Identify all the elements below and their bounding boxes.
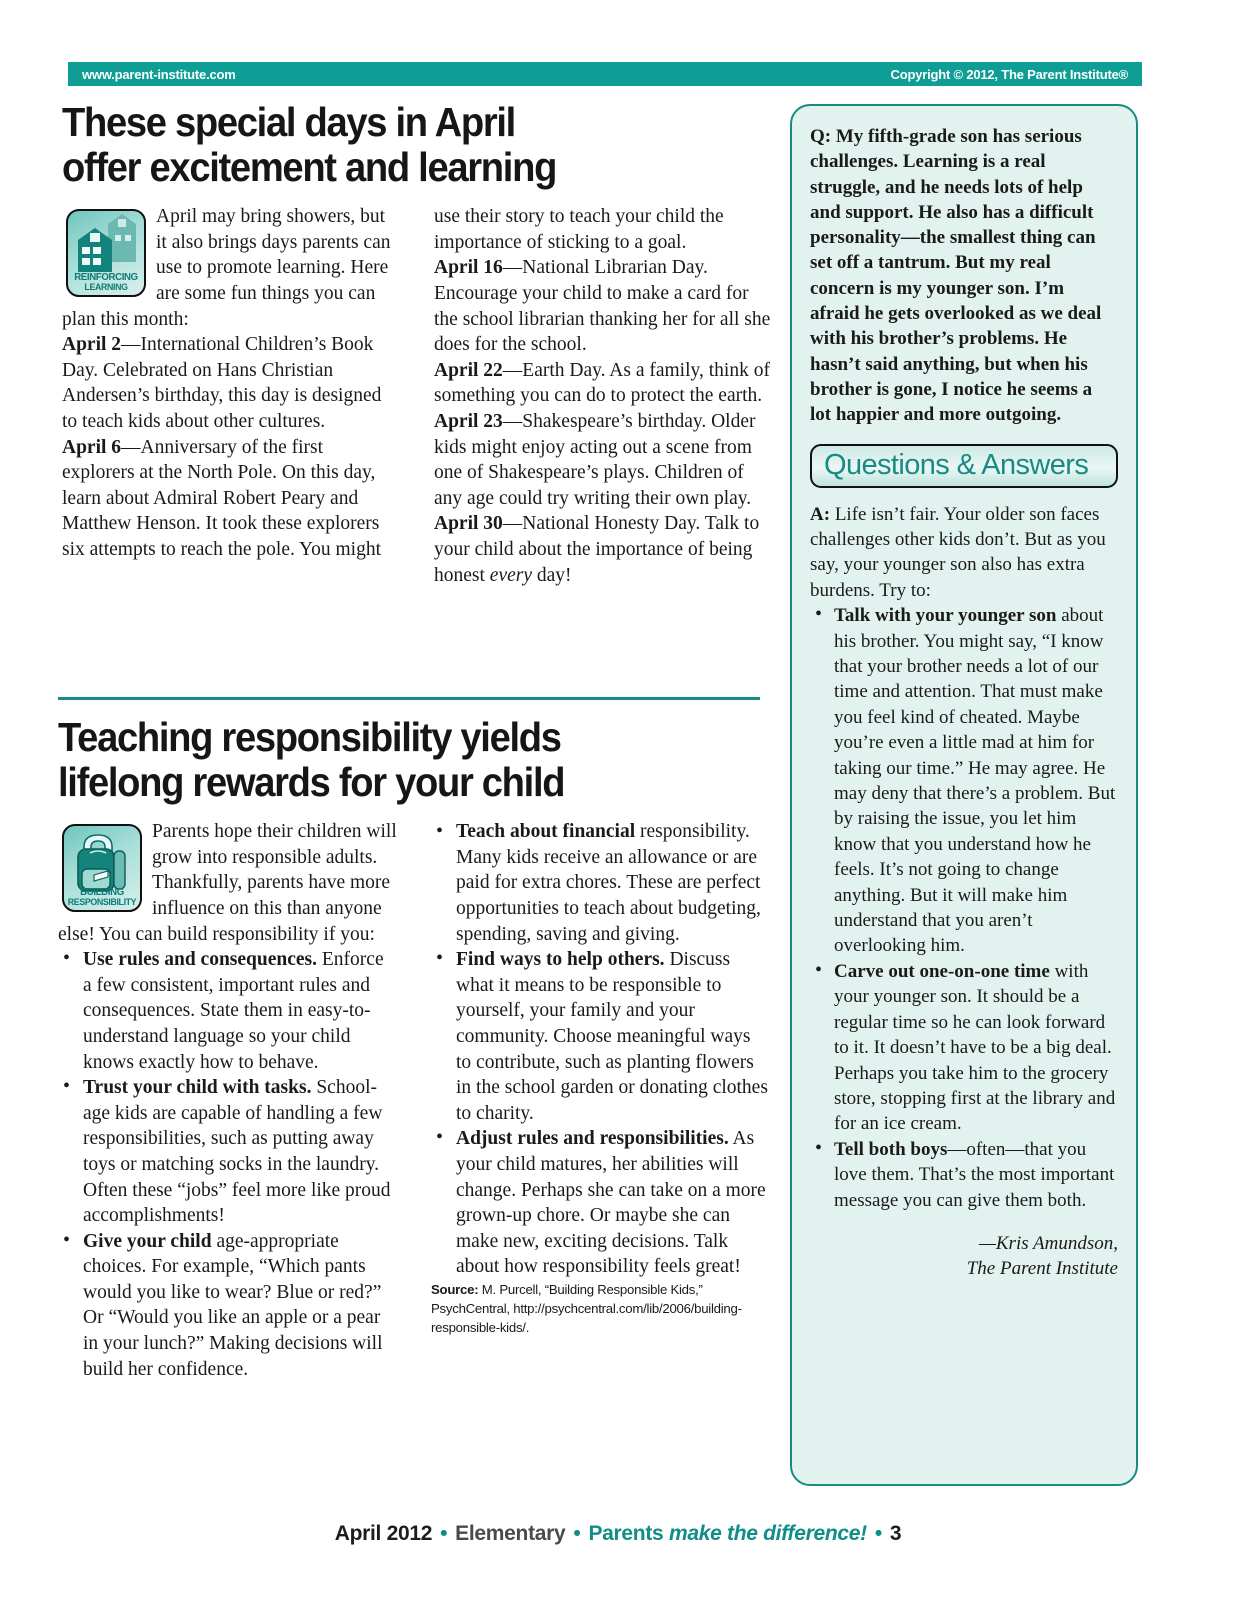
article-two-headline [58,715,720,805]
badge-label-line-1: BUILDING [80,886,124,899]
article-one-entry-3 [434,358,772,409]
list-item [431,819,770,947]
qa-banner-title: Questions & Answers [824,449,1089,482]
entry-date: April 6 [62,436,122,458]
signature-name: —Kris Amundson, [978,1232,1118,1254]
entry-text: —International Children’s Book Day. Celebrated on Hans Christian Andersen’s birthday, this day is designed to teach kids about other cultures. [62,334,382,432]
list-item [58,1229,397,1383]
list-item [431,947,770,1126]
headline-line-2: offer excitement and learning [62,144,557,191]
sidebar-signature [810,1231,1118,1281]
bullet-text: with your younger son. It should be a regular time so he can look forward to it. It doesn’t have to be a big deal. Perhaps you take him to the grocery store, stopping first at the library and for an ice cream. [834,960,1116,1135]
badge-label-line-1: REINFORCING [74,271,138,284]
entry-text-after: day! [532,564,572,586]
question-label: Q: [810,126,832,147]
answer-text: Life isn’t fair. Your older son faces challenges other kids don’t. But as you say, your younger son also has extra burdens. Try to: [810,503,1106,601]
article-one [62,100,772,588]
source-text[interactable]: M. Purcell, “Building Responsible Kids,” PsychCentral, http://psychcentral.com/lib/2006/building-responsible-kids/. [431,1281,742,1335]
answer-label: A: [810,503,831,525]
questions-answers-sidebar [790,104,1138,1486]
entry-date: April 2 [62,334,122,356]
bullet-text: Discuss what it means to be responsible to yourself, your family and your community. Choose meaningful ways to contribute, such as planting flowers in the school garden or donating clothes to charity. [456,949,768,1124]
bullet-text: about his brother. You might say, “I know that your brother needs a lot of our time and attention. That must make you feel kind of cheated. Maybe you’re even a little mad at him for taking our time.” He may agree. He may deny that there’s a problem. But by raising the issue, you let him know that you understand how he feels. It’s not going to change anything. But it will make him understand that you aren’t overlooking him. [834,605,1116,957]
badge-label-line-2: LEARNING [84,281,128,293]
entry-date: April 22 [434,359,503,381]
entry-text: —National Honesty Day. Talk to your child about the importance of being honest [434,513,760,586]
bullet-text: Enforce a few consistent, important rules and consequences. State them in easy-to-understand language so your child knows exactly how to behave. [83,949,384,1073]
bullet-lead: Adjust rules and responsibilities. [456,1128,729,1150]
entry-date: April 16 [434,257,503,279]
bullet-lead: Carve out one-on-one time [834,960,1050,982]
bullet-text: As your child matures, her abilities will change. Perhaps she can take on a more grown-up chore. Or maybe she can make new, exciting decisions. Talk about how responsibility feels great! [456,1128,766,1278]
footer-separator: • [573,1522,581,1545]
entry-text: —National Librarian Day. Encourage your child to make a card for the school librarian thanking her for all she does for the school. [434,257,771,356]
article-one-entry-0 [62,332,400,434]
bullet-lead: Use rules and consequences. [83,949,318,971]
section-divider [58,697,760,700]
header-bar [68,62,1142,86]
reinforcing-learning-badge [66,209,146,297]
list-item [810,603,1118,959]
bullet-lead: Tell both boys [834,1138,948,1160]
article-one-entry-4 [434,409,772,511]
badge-label [71,272,141,293]
footer-separator: • [440,1522,448,1545]
building-responsibility-badge [62,824,142,912]
header-website[interactable]: www.parent-institute.com [82,66,236,82]
headline-line-1: Teaching responsibility yields [58,714,561,760]
footer-separator: • [874,1522,882,1545]
headline-line-1: These special days in April [62,99,515,145]
tagline-bold: Parents [588,1522,664,1545]
article-one-headline [62,100,722,190]
article-two-intro: Parents hope their children will grow into responsible adults. Thankfully, parents have more influence on this than anyone else! You can build responsibility if you: [58,821,397,945]
bullet-lead: Talk with your younger son [834,605,1057,627]
entry-text: —Shakespeare’s birthday. Older kids might enjoy acting out a scene from one of Shakespeare’s plays. Children of any age could try writing their own play. [434,410,756,509]
badge-label [67,887,137,908]
sidebar-bullet-list [810,603,1118,1213]
qa-banner [810,444,1118,488]
article-one-body [62,204,772,588]
bullet-lead: Teach about financial [456,821,636,843]
entry-emphasis: every [489,564,533,586]
article-one-entry-2 [434,255,772,357]
article-two-source [431,1280,770,1337]
bullet-text: School-age kids are capable of handling a few responsibilities, such as putting away toys or matching socks in the laundry. Often these “jobs” feel more like proud accomplishments! [83,1077,391,1227]
tagline-italic: make the difference! [663,1522,867,1545]
bullet-lead: Trust your child with tasks. [83,1077,312,1099]
headline-line-2: lifelong rewards for your child [58,759,565,806]
article-two [58,715,770,1382]
bullet-text: —often—that you love them. That’s the most important message you can give them both. [834,1138,1115,1211]
sidebar-question [810,124,1118,428]
bullet-text: age-appropriate choices. For example, “Which pants would you like to wear? Blue or red?” Or “Would you like an apple or a pear in your lunch?” Making decisions will build her confidence. [83,1230,383,1380]
list-item [810,1137,1118,1213]
footer-level: Elementary [455,1522,566,1545]
footer-issue: April 2012 [334,1522,433,1545]
page-footer [0,1522,1236,1546]
list-item [810,959,1118,1137]
bullet-text: responsibility. Many kids receive an allowance or are paid for extra chores. These are perfect opportunities to teach about budgeting, spending, saving and giving. [456,821,761,945]
entry-text: —Anniversary of the first explorers at the North Pole. On this day, learn about Admiral Robert Peary and Matthew Henson. It took these explorers six attempts to reach the pole. You might use their story to teach your child the importance of sticking to a goal. [62,206,724,560]
article-one-entry-5 [434,511,772,588]
article-one-intro: April may bring showers, but it also brings days parents can use to promote learning. Here are some fun things you can plan this month: [62,206,391,330]
sidebar-answer [810,502,1118,604]
entry-date: April 30 [434,513,503,535]
footer-tagline [588,1522,866,1545]
entry-text: —Earth Day. As a family, think of something you can do to protect the earth. [434,359,770,407]
badge-label-line-2: RESPONSIBILITY [67,896,137,908]
footer-page-number: 3 [889,1522,902,1545]
list-item [431,1126,770,1280]
header-copyright: Copyright © 2012, The Parent Institute® [890,66,1128,82]
entry-date: April 23 [434,410,503,432]
article-two-body [58,819,770,1382]
question-text: My fifth-grade son has serious challenges. Learning is a real struggle, and he needs lots of help and support. He also has a difficult personality—the smallest thing can set off a tantrum. But my real concern is my younger son. I’m afraid he gets overlooked as we deal with his brother’s problems. He hasn’t said anything, but when his brother is gone, I notice he seems a lot happier and more outgoing. [810,126,1102,426]
signature-org: The Parent Institute [966,1257,1118,1279]
list-item [58,1075,397,1229]
bullet-lead: Give your child [83,1230,212,1252]
bullet-lead: Find ways to help others. [456,949,665,971]
list-item [58,947,397,1075]
source-label: Source: [431,1281,479,1297]
